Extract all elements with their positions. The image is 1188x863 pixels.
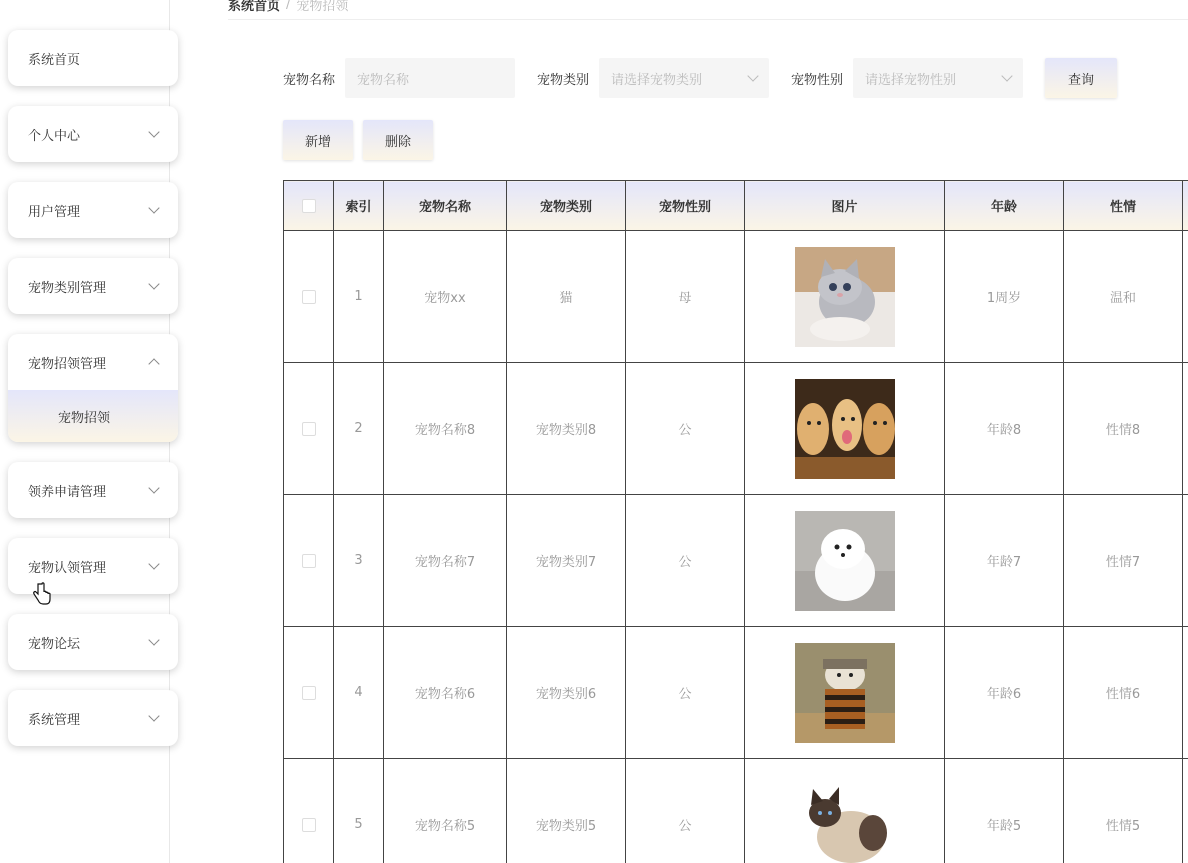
cell-pet-gender: 母 (626, 231, 745, 363)
hand-cursor-icon (32, 582, 52, 612)
sidebar-item-label: 个人中心 (28, 128, 81, 144)
sidebar-item-label: 宠物招领管理 (28, 356, 107, 372)
sidebar-subitem-label: 宠物招领 (58, 410, 111, 426)
breadcrumb-current: 宠物招领 (296, 0, 349, 14)
chevron-down-icon (148, 278, 159, 289)
search-bar (283, 58, 1117, 98)
select-all-checkbox-cell[interactable] (284, 181, 334, 231)
cell-temper: 温和 (1064, 231, 1183, 363)
pet-name-input[interactable] (345, 58, 515, 98)
table-row[interactable] (284, 231, 1188, 363)
cell-image (745, 627, 945, 759)
cell-age: 年龄8 (945, 363, 1064, 495)
chevron-down-icon (148, 202, 159, 213)
cell-image (745, 363, 945, 495)
cell-pet-name: 宠物xx (384, 231, 507, 363)
header-temper: 性情 (1064, 181, 1183, 231)
chevron-up-icon (148, 358, 159, 369)
table-row[interactable] (284, 495, 1188, 627)
cell-temper: 性情6 (1064, 627, 1183, 759)
chevron-down-icon (148, 558, 159, 569)
sidebar-item-home[interactable] (8, 30, 178, 86)
chevron-down-icon (747, 70, 758, 81)
sidebar-item-personal-center[interactable] (8, 106, 178, 162)
sidebar-subitem-pet-found[interactable] (8, 390, 178, 442)
white-pomeranian-image (795, 511, 895, 611)
pet-name-placeholder: 宠物名称 (357, 72, 410, 88)
cell-age: 年龄7 (945, 495, 1064, 627)
delete-button[interactable]: 删除 (363, 120, 433, 160)
table-row[interactable] (284, 363, 1188, 495)
pet-type-label: 宠物类别 (537, 72, 590, 88)
cell-temper: 性情7 (1064, 495, 1183, 627)
pet-name-label: 宠物名称 (283, 72, 336, 88)
cell-temper: 性情8 (1064, 363, 1183, 495)
cell-pet-name: 宠物名称7 (384, 495, 507, 627)
cell-age: 1周岁 (945, 231, 1064, 363)
cell-image (745, 231, 945, 363)
sidebar-item-label: 领养申请管理 (28, 484, 107, 500)
header-pet-type: 宠物类别 (507, 181, 626, 231)
header-overflow (1183, 181, 1188, 231)
header-image: 图片 (745, 181, 945, 231)
cell-pet-type: 宠物类别5 (507, 759, 626, 863)
sidebar-item-adoption-application-management[interactable] (8, 462, 178, 518)
dressed-dog-image (795, 643, 895, 743)
sidebar-item-label: 用户管理 (28, 204, 81, 220)
chevron-down-icon (148, 482, 159, 493)
header-pet-name: 宠物名称 (384, 181, 507, 231)
ragdoll-cat-image (795, 775, 895, 863)
sidebar-item-label: 宠物论坛 (28, 636, 81, 652)
cell-pet-type: 宠物类别7 (507, 495, 626, 627)
sidebar-item-label: 系统管理 (28, 712, 81, 728)
cell-age: 年龄5 (945, 759, 1064, 863)
pet-gender-label: 宠物性别 (791, 72, 844, 88)
chevron-down-icon (148, 126, 159, 137)
row-checkbox[interactable] (302, 818, 316, 832)
header-index: 索引 (334, 181, 384, 231)
gray-kitten-image (795, 247, 895, 347)
sidebar-item-label: 宠物类别管理 (28, 280, 107, 296)
row-checkbox[interactable] (302, 554, 316, 568)
pet-gender-select[interactable] (853, 58, 1023, 98)
cell-pet-type: 宠物类别8 (507, 363, 626, 495)
cell-index: 3 (334, 495, 384, 627)
breadcrumb-separator: / (286, 0, 291, 12)
header-pet-gender: 宠物性别 (626, 181, 745, 231)
cell-index: 5 (334, 759, 384, 863)
row-checkbox[interactable] (302, 422, 316, 436)
sidebar-item-system-management[interactable] (8, 690, 178, 746)
pet-gender-placeholder: 请选择宠物性别 (865, 72, 957, 88)
cell-pet-type: 猫 (507, 231, 626, 363)
cell-image (745, 495, 945, 627)
sidebar-item-pet-category-management[interactable] (8, 258, 178, 314)
query-button[interactable]: 查询 (1045, 58, 1117, 98)
row-checkbox[interactable] (302, 686, 316, 700)
action-bar (283, 120, 433, 160)
chevron-down-icon (148, 710, 159, 721)
cell-age: 年龄6 (945, 627, 1064, 759)
cell-image (745, 759, 945, 863)
cell-pet-name: 宠物名称6 (384, 627, 507, 759)
cell-pet-name: 宠物名称8 (384, 363, 507, 495)
chevron-down-icon (1001, 70, 1012, 81)
pet-table (283, 180, 1188, 863)
golden-retriever-puppies-image (795, 379, 895, 479)
row-checkbox[interactable] (302, 290, 316, 304)
cell-pet-type: 宠物类别6 (507, 627, 626, 759)
cell-pet-gender: 公 (626, 495, 745, 627)
cell-index: 4 (334, 627, 384, 759)
select-all-checkbox[interactable] (302, 199, 316, 213)
sidebar-item-label: 系统首页 (28, 52, 81, 68)
sidebar-item-label: 宠物认领管理 (28, 560, 107, 576)
pet-type-placeholder: 请选择宠物类别 (611, 72, 703, 88)
table-row[interactable] (284, 759, 1188, 863)
sidebar (0, 0, 170, 863)
cell-index: 1 (334, 231, 384, 363)
breadcrumb-home[interactable]: 系统首页 (228, 0, 281, 14)
cell-temper: 性情5 (1064, 759, 1183, 863)
breadcrumb (228, 0, 1188, 20)
table-row[interactable] (284, 627, 1188, 759)
cell-pet-gender: 公 (626, 759, 745, 863)
cell-pet-gender: 公 (626, 627, 745, 759)
sidebar-item-pet-forum[interactable] (8, 614, 178, 670)
sidebar-item-pet-found-management[interactable] (8, 334, 178, 442)
table-header-row (284, 181, 1188, 231)
cell-pet-name: 宠物名称5 (384, 759, 507, 863)
sidebar-item-user-management[interactable] (8, 182, 178, 238)
chevron-down-icon (148, 634, 159, 645)
add-button[interactable]: 新增 (283, 120, 353, 160)
header-age: 年龄 (945, 181, 1064, 231)
cell-pet-gender: 公 (626, 363, 745, 495)
pet-type-select[interactable] (599, 58, 769, 98)
cell-index: 2 (334, 363, 384, 495)
